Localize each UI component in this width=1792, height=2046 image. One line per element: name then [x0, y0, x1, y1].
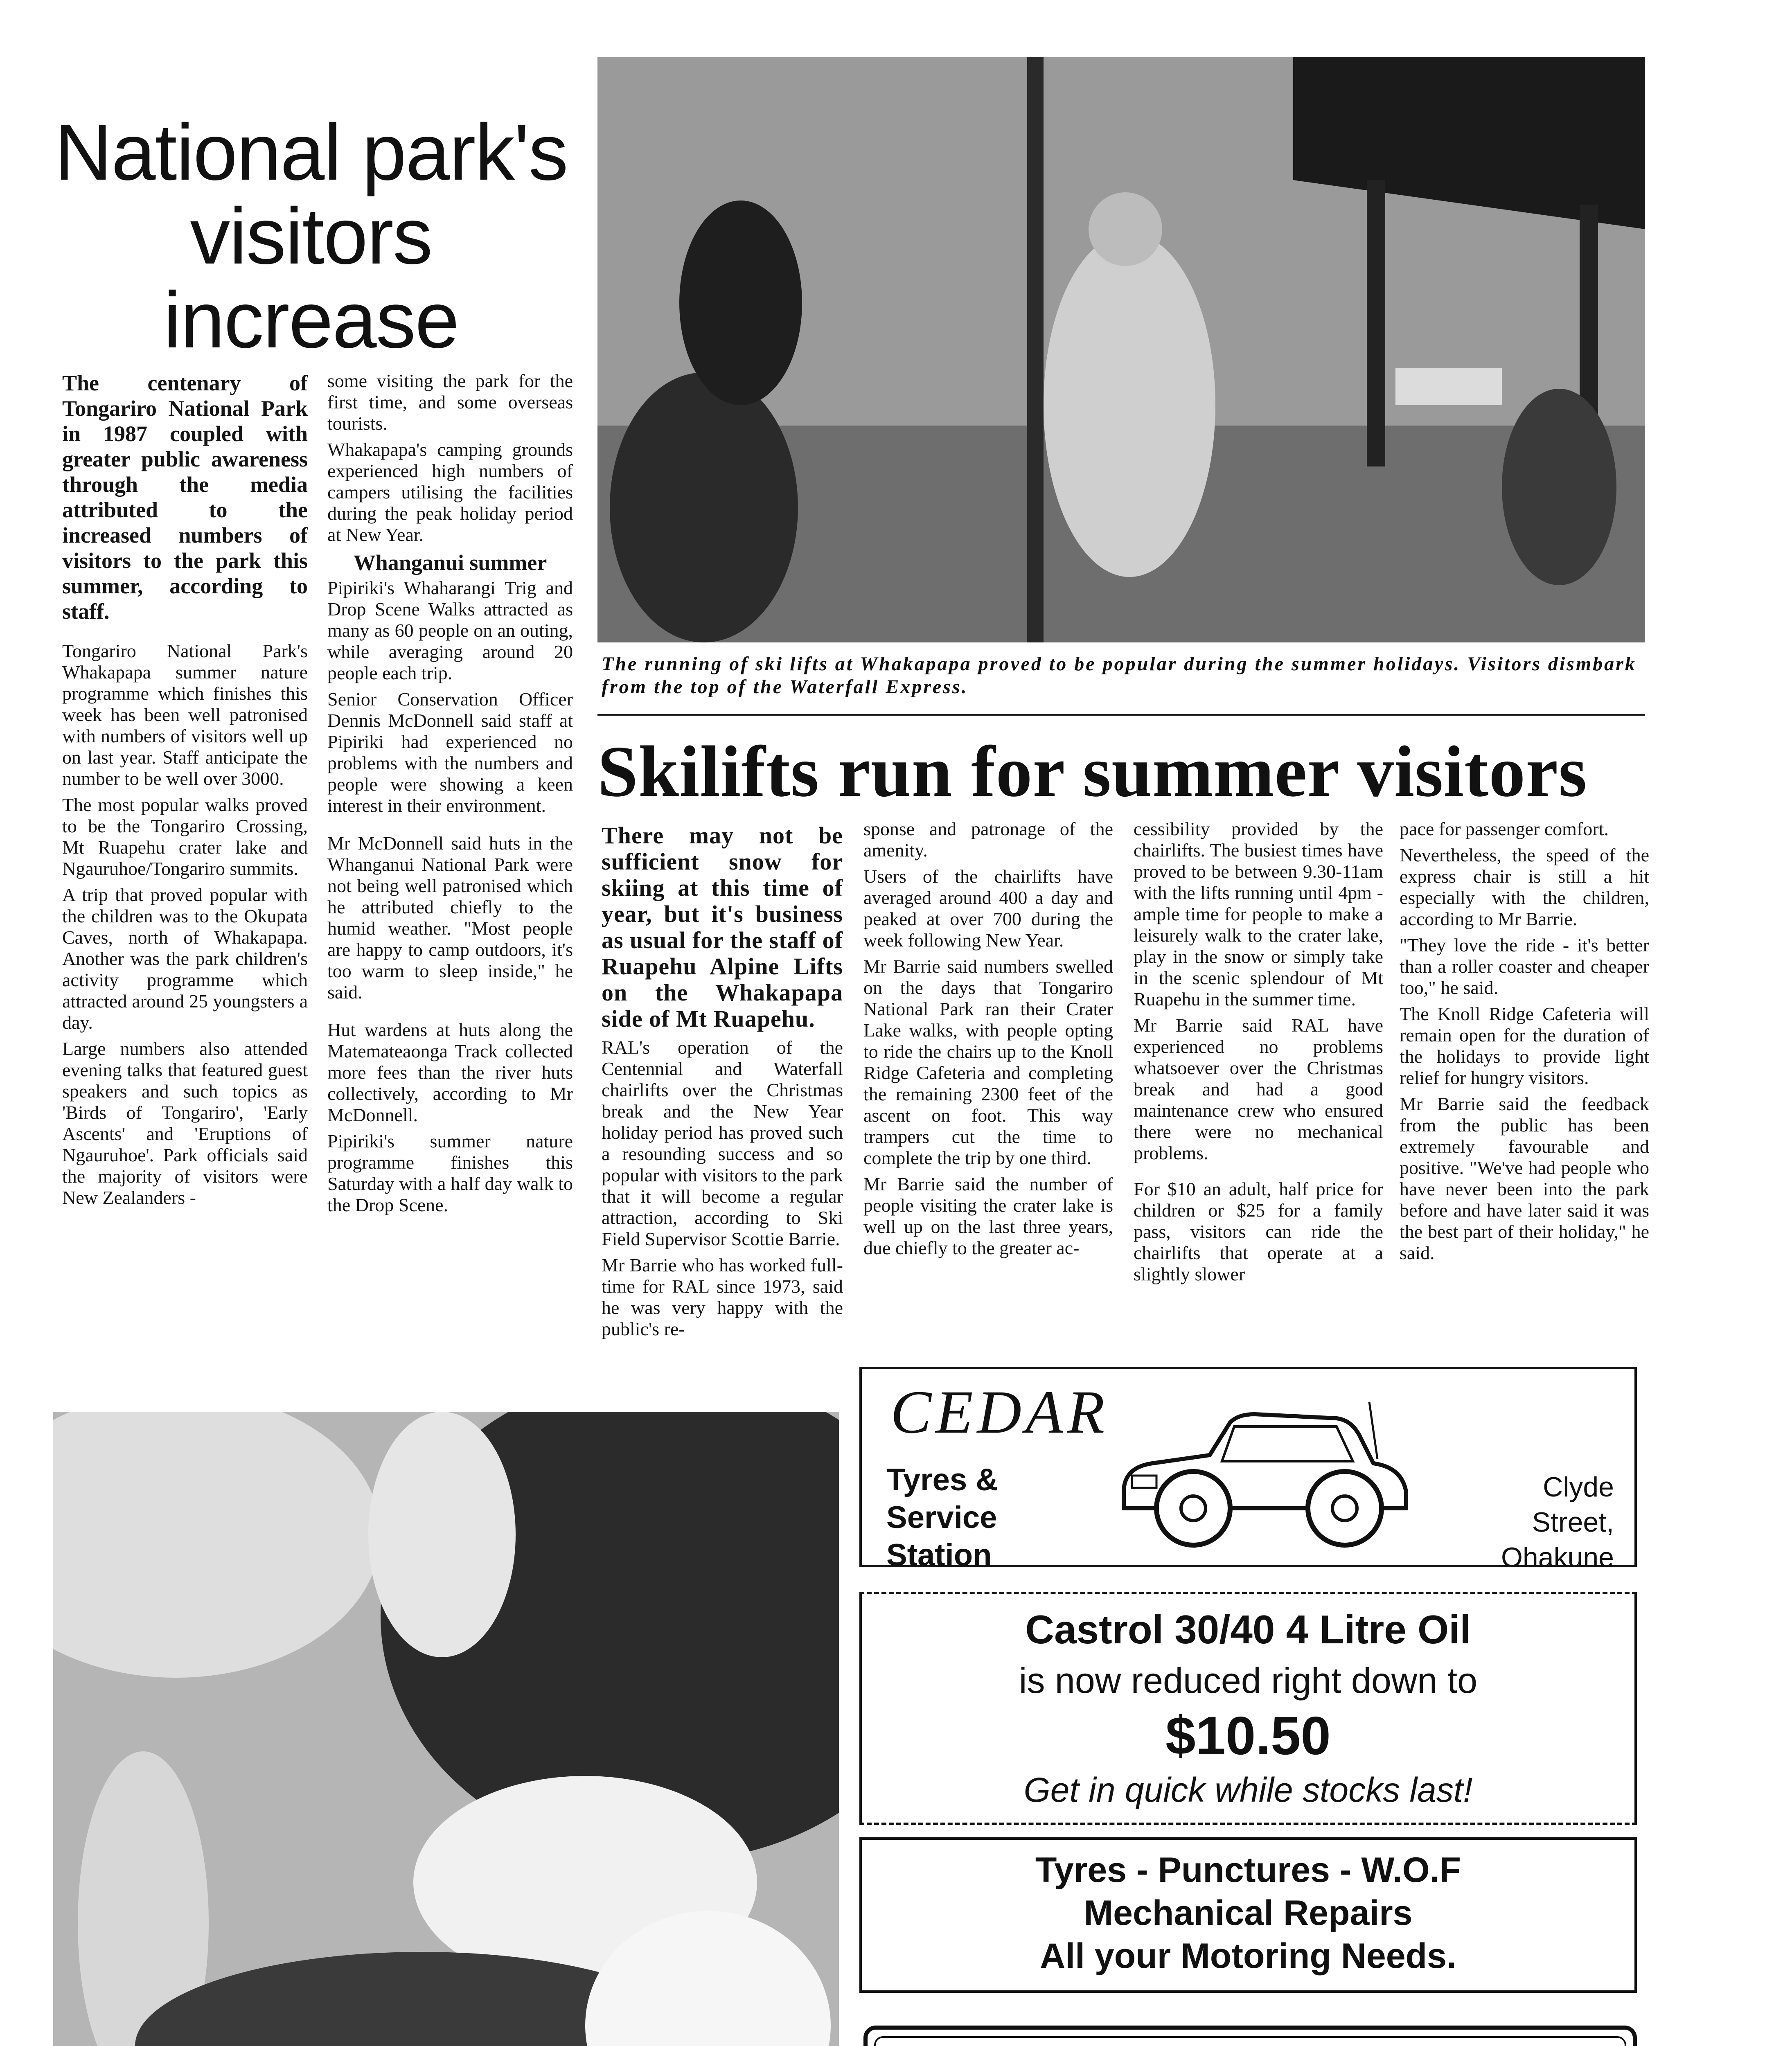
cedar-logo: CEDAR [890, 1378, 1109, 1446]
castrol-offer-box [859, 1592, 1637, 1825]
cedar-tyres-service-station [886, 1461, 998, 1574]
article1-subhead: Whanganui summer [353, 550, 547, 575]
article2-paragraph: Mr Barrie said RAL have experienced no problems whatsoever over the Christmas break and had a good maintenance crew who ensured there were no mechanical problems. [1134, 1015, 1383, 1163]
offer-price: $10.50 [1165, 1706, 1331, 1766]
article1-lead: The centenary of Tongariro National Park in 1987 coupled with greater public awareness through the media attributed to the increased numbers of visitors to the park this summer, according to staff. [62, 371, 308, 624]
article2-paragraph: pace for passenger comfort. [1400, 818, 1609, 839]
article1-paragraph: Whakapapa's camping grounds experienced high numbers of campers utilising the facilities during the peak holiday period at New Year. [327, 439, 573, 545]
headline-line-3: increase [163, 275, 459, 365]
article1-paragraph: Senior Conservation Officer Dennis McDonnell said staff at Pipiriki had experienced no problems with the numbers and people were showing a keen interest in their environment. [327, 689, 573, 816]
headline-line-1: National park's [54, 108, 568, 197]
cedar-right-line: Street, [1532, 1507, 1614, 1538]
services-line-3: All your Motoring Needs. [1040, 1936, 1456, 1976]
article2-paragraph: "They love the ride - it's better than a roller coaster and cheaper too," he said. [1400, 935, 1649, 998]
article2-paragraph: RAL's operation of the Centennial and Waterfall chairlifts over the Christmas break and the New Year holiday period has proved such a resounding success and so popular with visitors to the park that it will become a regular attraction, according to Ski Field Supervisor Scottie Barrie. [602, 1037, 843, 1249]
cedar-left-line: Station [886, 1538, 992, 1573]
headline-line-2: visitors [190, 192, 432, 281]
offer-line-4: Get in quick while stocks last! [1023, 1771, 1473, 1809]
article2-paragraph: For $10 an adult, half price for children or $25 for a family pass, visitors can ride the chairlifts that operate at a slightly slower [1134, 1178, 1383, 1284]
article1-paragraph: Hut wardens at huts along the Matemateaonga Track collected more fees than the river huts collectively, according to Mr McDonnell. [327, 1019, 573, 1125]
article1-paragraph: A trip that proved popular with the children was to the Okupata Caves, north of Whakapapa. Another was the park children's activity programme which attracted around 25 youngsters a day. [62, 884, 308, 1033]
article1-paragraph: Pipiriki's Whaharangi Trig and Drop Scene Walks attracted as many as 60 people on an outing, while averaging around 20 people each trip. [327, 577, 573, 683]
article2-column-4 [1400, 818, 1649, 1269]
article2-paragraph: Mr Barrie who has worked full-time for RAL since 1973, said he was very happy with the public's re- [602, 1255, 843, 1339]
article1-column-1 [62, 370, 308, 1213]
article1-paragraph: Tongariro National Park's Whakapapa summer nature programme which finishes this week has been well patronised with numbers of visitors well up on last year. Staff anticipate the number to be well over 3000. [62, 640, 308, 789]
article1-paragraph: Pipiriki's summer nature programme finishes this Saturday with a half day walk to the Drop Scene. [327, 1131, 573, 1215]
article2-paragraph: The Knoll Ridge Cafeteria will remain open for the duration of the holidays to provide light relief for hungry visitors. [1400, 1003, 1649, 1088]
cedar-services-box [859, 1837, 1637, 1993]
article1-column-2 [327, 370, 573, 1221]
cedar-right-line: Ohakune [1501, 1542, 1614, 1573]
cedar-left-line: Tyres & [886, 1462, 999, 1497]
wholesome-foods-ad [863, 2026, 1637, 2046]
car-icon [1107, 1386, 1418, 1557]
article2-paragraph: Mr Barrie said numbers swelled on the days that Tongariro National Park ran their Crater Lake walks, with people opting to ride the chairs up to the Knoll Ridge Cafeteria and completing the remaining 2300 feet of the ascent on foot. This way trampers cut the time to complete the trip by one third. [863, 956, 1113, 1168]
photo1-rule [597, 714, 1645, 716]
offer-line-1: Castrol 30/40 4 Litre Oil [1025, 1607, 1471, 1652]
article2-paragraph: Mr Barrie said the feedback from the public has been extremely favourable and positive. "We've had people who have never been into the park before and have later said it was the best part of their holiday," he said. [1400, 1093, 1649, 1263]
cedar-left-line: Service [886, 1500, 997, 1535]
article1-paragraph: some visiting the park for the first time, and some overseas tourists. [327, 370, 573, 434]
ski-lift-caption: The running of ski lifts at Whakapapa proved to be popular during the summer holidays. Visitors dismbark from the top of the Waterfall Express. [602, 653, 1636, 698]
article1-paragraph: The most popular walks proved to be the Tongariro Crossing, Mt Ruapehu crater lake and Ngauruhoe/Tongariro summits. [62, 794, 308, 879]
article2-paragraph: sponse and patronage of the amenity. [863, 818, 1113, 861]
drop-scene-photo [53, 1412, 839, 2046]
services-line-1: Tyres - Punctures - W.O.F [1035, 1850, 1461, 1890]
cedar-address [1501, 1469, 1614, 1575]
cedar-ad [859, 1367, 1637, 1573]
ski-lift-photo-graphic [597, 57, 1645, 642]
article2-paragraph: cessibility provided by the chairlifts. The busiest times have proved to be between 9.30-11am with the lifts running until 4pm - ample time for people to make a leisurely walk to the crater lake, play in the snow or simply take in the scenic splendour of Mt Ruapehu in the summer time. [1134, 818, 1383, 1009]
article2-column-3 [1134, 818, 1383, 1290]
article2-column-1 [602, 822, 843, 1345]
offer-line-2: is now reduced right down to [1019, 1660, 1478, 1701]
article2-paragraph: Nevertheless, the speed of the express chair is still a hit especially with the children, according to Mr Barrie. [1400, 845, 1649, 929]
drop-scene-photo-graphic [53, 1412, 839, 2046]
article1-headline [39, 108, 583, 365]
article1-paragraph: Large numbers also attended evening talks that featured guest speakers and such topics as 'Birds of Tongariro', 'Early Ascents' and 'Eruptions of Ngauruhoe'. Park officials said the majority of visitors were New Zealanders - [62, 1038, 308, 1208]
services-line-2: Mechanical Repairs [1084, 1893, 1413, 1933]
ski-lift-photo [597, 57, 1645, 642]
article2-lead: There may not be sufficient snow for skiing at this time of year, but it's business as usual for the staff of Ruapehu Alpine Lifts on the Whakapapa side of Mt Ruapehu. [602, 822, 843, 1032]
wholesome-inner-border [874, 2036, 1626, 2046]
article1-paragraph: Mr McDonnell said huts in the Whanganui National Park were not being well patronised which he attributed chiefly to the humid weather. "Most people are happy to camp outdoors, it's too warm to sleep inside," he said. [327, 833, 573, 1003]
article2-column-2 [863, 818, 1113, 1264]
article2-paragraph: Mr Barrie said the number of people visiting the crater lake is well up on the last three years, due chiefly to the greater ac- [863, 1174, 1113, 1258]
article2-paragraph: Users of the chairlifts have averaged around 400 a day and peaked at over 700 during the week following New Year. [863, 866, 1113, 951]
cedar-right-line: Clyde [1543, 1471, 1614, 1503]
article2-headline: Skilifts run for summer visitors [597, 731, 1587, 812]
